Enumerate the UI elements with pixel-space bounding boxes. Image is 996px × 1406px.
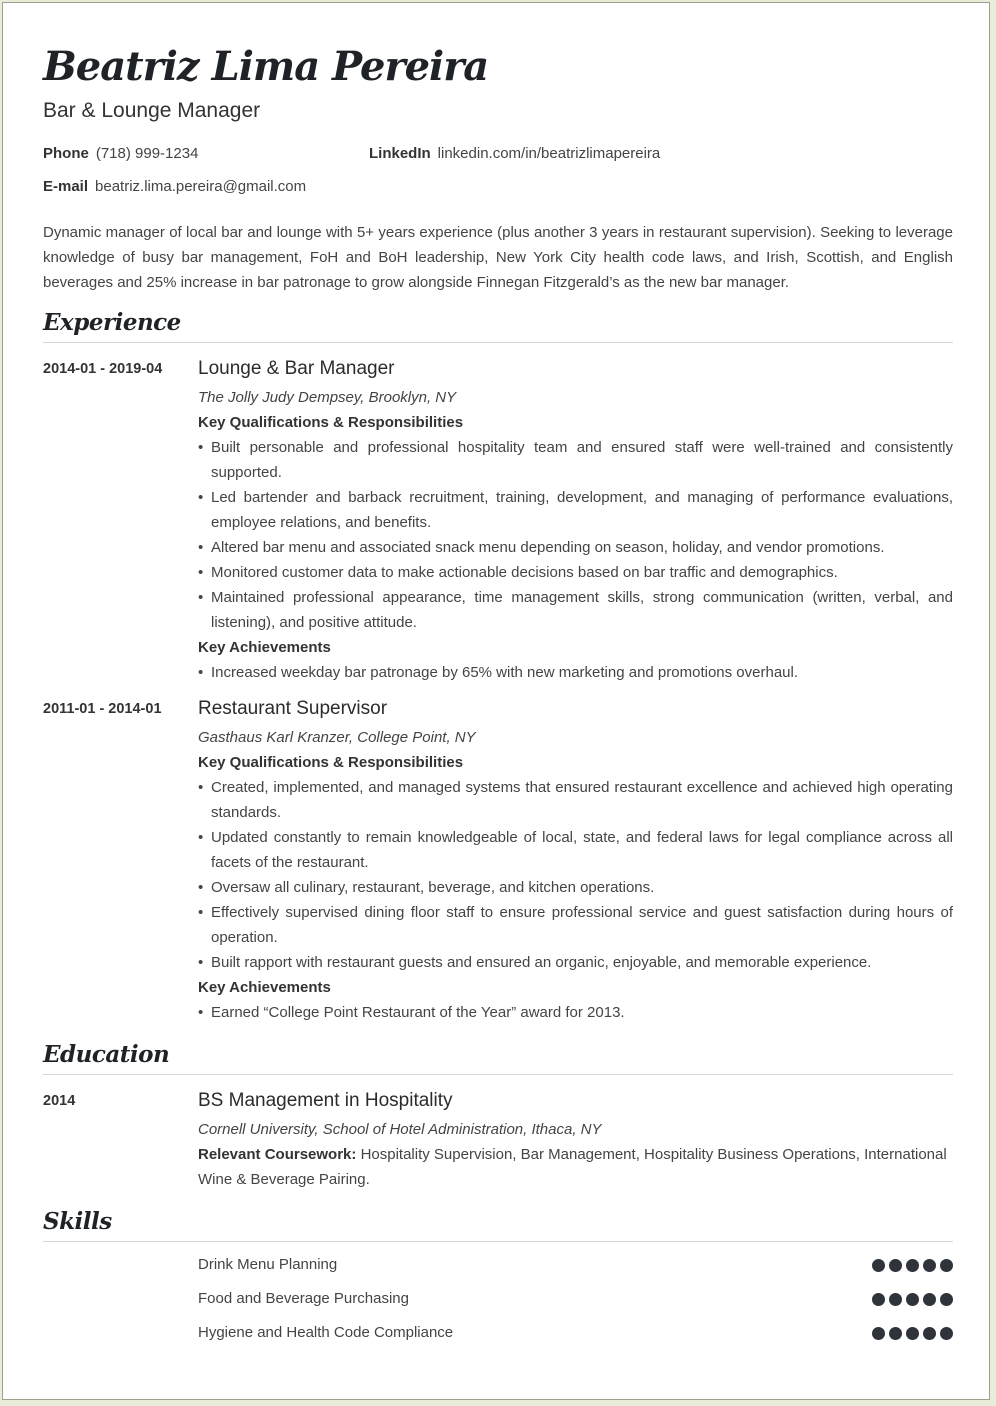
contact-phone bbox=[43, 145, 198, 162]
company-name: Gasthaus Karl Kranzer, College Point, NY bbox=[198, 729, 476, 746]
responsibility-list bbox=[198, 775, 953, 975]
section-title-education: Education bbox=[43, 1041, 170, 1068]
skill-dot bbox=[872, 1293, 885, 1306]
achievements-heading: Key Achievements bbox=[198, 979, 331, 996]
skill-level-dots bbox=[872, 1293, 953, 1306]
contact-email-value[interactable]: beatriz.lima.pereira@gmail.com bbox=[95, 178, 307, 195]
contact-linkedin-value[interactable]: linkedin.com/in/beatrizlimapereira bbox=[437, 145, 661, 162]
skill-dot bbox=[940, 1327, 953, 1340]
candidate-role: Bar & Lounge Manager bbox=[43, 99, 261, 122]
contact-phone-label: Phone bbox=[43, 145, 89, 162]
list-item: • Monitored customer data to make actionable decisions based on bar traffic and demographics. bbox=[198, 560, 953, 585]
list-item: • Created, implemented, and managed systems that ensured restaurant excellence and achieved high operating standards. bbox=[198, 775, 953, 825]
skill-level-dots bbox=[872, 1327, 953, 1340]
achievements-heading: Key Achievements bbox=[198, 639, 331, 656]
responsibility-list bbox=[198, 435, 953, 635]
qualifications-heading: Key Qualifications & Responsibilities bbox=[198, 414, 464, 431]
section-title-skills: Skills bbox=[43, 1208, 112, 1235]
list-item: • Earned “College Point Restaurant of the Year” award for 2013. bbox=[198, 1000, 953, 1025]
skill-dot bbox=[906, 1259, 919, 1272]
experience-dates: 2011-01 - 2014-01 bbox=[43, 701, 162, 717]
skill-row bbox=[198, 1322, 953, 1344]
skill-dot bbox=[872, 1259, 885, 1272]
skill-name: Hygiene and Health Code Compliance bbox=[198, 1324, 454, 1341]
achievement-list bbox=[198, 1000, 953, 1025]
list-item: • Effectively supervised dining floor staff to ensure professional service and guest satisfaction during hours of operation. bbox=[198, 900, 953, 950]
section-divider bbox=[43, 1074, 953, 1075]
resume-page bbox=[2, 2, 990, 1400]
education-entry bbox=[43, 1088, 953, 1192]
list-item: • Updated constantly to remain knowledgeable of local, state, and federal laws for legal compliance across all facets of the restaurant. bbox=[198, 825, 953, 875]
experience-entry bbox=[43, 696, 953, 1025]
skill-row bbox=[198, 1254, 953, 1276]
skill-level-dots bbox=[872, 1259, 953, 1272]
list-item: • Increased weekday bar patronage by 65% with new marketing and promotions overhaul. bbox=[198, 660, 953, 685]
coursework-list: Hospitality Supervision, Bar Management, Hospitality Business Operations, International Wine & Beverage Pairing. bbox=[198, 1146, 947, 1188]
section-title-experience: Experience bbox=[43, 309, 181, 336]
achievement-list bbox=[198, 660, 953, 685]
list-item: • Led bartender and barback recruitment, training, development, and managing of performance evaluations, employee relations, and benefits. bbox=[198, 485, 953, 535]
skill-dot bbox=[889, 1259, 902, 1272]
section-divider bbox=[43, 342, 953, 343]
contact-linkedin-label: LinkedIn bbox=[369, 145, 431, 162]
contact-phone-value: (718) 999-1234 bbox=[95, 145, 199, 162]
skill-dot bbox=[940, 1293, 953, 1306]
contact-email-label: E-mail bbox=[43, 178, 89, 195]
list-item: • Altered bar menu and associated snack menu depending on season, holiday, and vendor promotions. bbox=[198, 535, 953, 560]
skill-dot bbox=[872, 1327, 885, 1340]
skill-dot bbox=[923, 1259, 936, 1272]
education-year: 2014 bbox=[43, 1093, 76, 1109]
skill-dot bbox=[923, 1293, 936, 1306]
job-title: Lounge & Bar Manager bbox=[198, 358, 395, 379]
experience-entry bbox=[43, 356, 953, 685]
list-item: • Built rapport with restaurant guests and ensured an organic, enjoyable, and memorable experience. bbox=[198, 950, 953, 975]
list-item: • Maintained professional appearance, time management skills, strong communication (written, verbal, and listening), and positive attitude. bbox=[198, 585, 953, 635]
contact-linkedin bbox=[369, 145, 660, 162]
school-name: Cornell University, School of Hotel Administration, Ithaca, NY bbox=[198, 1121, 602, 1138]
degree-title: BS Management in Hospitality bbox=[198, 1090, 453, 1111]
contact-email bbox=[43, 178, 306, 195]
list-item: • Oversaw all culinary, restaurant, beverage, and kitchen operations. bbox=[198, 875, 953, 900]
job-title: Restaurant Supervisor bbox=[198, 698, 388, 719]
coursework-label: Relevant Coursework: bbox=[198, 1146, 357, 1163]
qualifications-heading: Key Qualifications & Responsibilities bbox=[198, 754, 464, 771]
skill-dot bbox=[889, 1327, 902, 1340]
skill-dot bbox=[923, 1327, 936, 1340]
experience-dates: 2014-01 - 2019-04 bbox=[43, 361, 163, 377]
profile-summary: Dynamic manager of local bar and lounge with 5+ years experience (plus another 3 years in restaurant supervision). Seeking to leverage knowledge of busy bar management, FoH and BoH leadership, New York City health code laws, and Irish, Scottish, and English beverages and 25% increase in bar patronage to grow alongside Finnegan Fitzgerald’s as the new bar manager. bbox=[43, 224, 953, 291]
skill-dot bbox=[906, 1293, 919, 1306]
skill-dot bbox=[906, 1327, 919, 1340]
company-name: The Jolly Judy Dempsey, Brooklyn, NY bbox=[198, 389, 457, 406]
coursework bbox=[198, 1142, 953, 1192]
skill-name: Food and Beverage Purchasing bbox=[198, 1290, 409, 1307]
skill-name: Drink Menu Planning bbox=[198, 1256, 338, 1273]
list-item: • Built personable and professional hospitality team and ensured staff were well-trained and consistently supported. bbox=[198, 435, 953, 485]
section-divider bbox=[43, 1241, 953, 1242]
skill-dot bbox=[889, 1293, 902, 1306]
skill-row bbox=[198, 1288, 953, 1310]
skill-dot bbox=[940, 1259, 953, 1272]
candidate-name: Beatriz Lima Pereira bbox=[43, 43, 489, 90]
